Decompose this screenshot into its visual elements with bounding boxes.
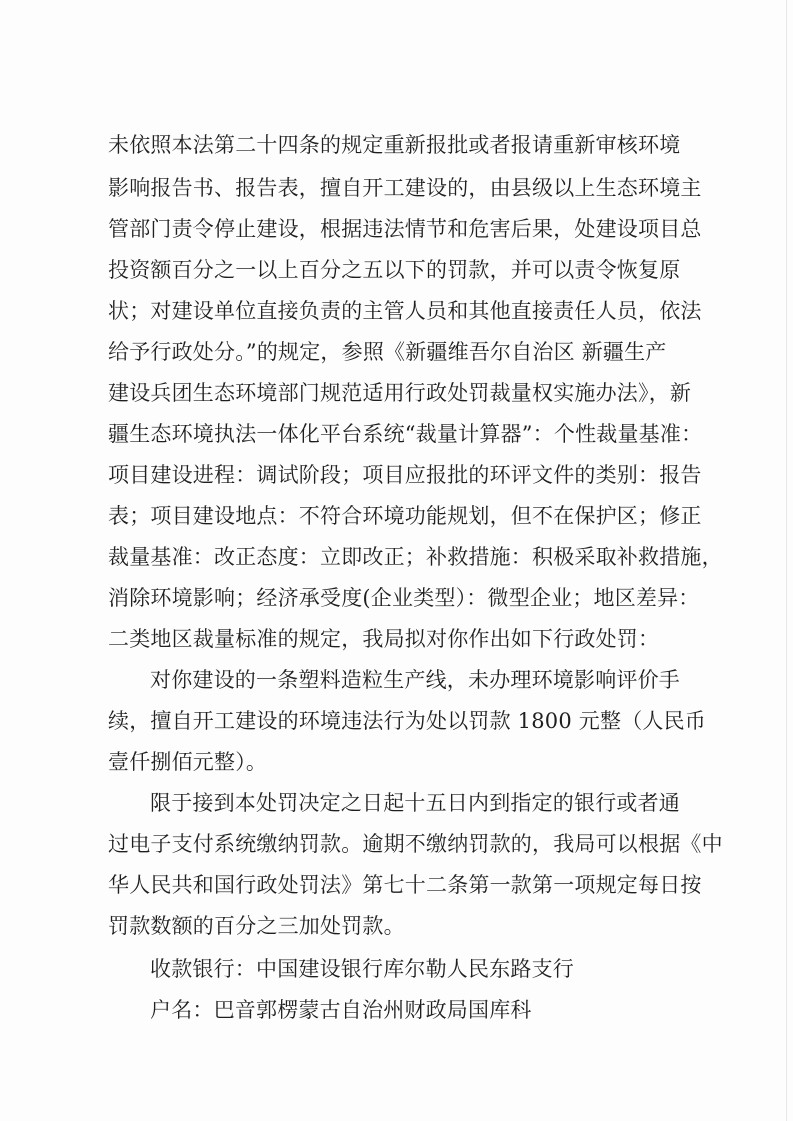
paragraph-line: 建设兵团生态环境部门规范适用行政处罚裁量权实施办法》，新 — [108, 381, 692, 405]
paragraph-line: 华人民共和国行政处罚法》第七十二条第一款第一项规定每日按 — [108, 873, 702, 897]
paragraph-line: 二类地区裁量标准的规定，我局拟对你作出如下行政处罚： — [108, 627, 660, 651]
paragraph-line: 过电子支付系统缴纳罚款。逾期不缴纳罚款的，我局可以根据《中 — [108, 832, 723, 856]
paragraph-line: 罚款数额的百分之三加处罚款。 — [108, 914, 405, 938]
paragraph-line: 限于接到本处罚决定之日起十五日内到指定的银行或者通 — [150, 791, 680, 815]
paragraph-line: 影响报告书、报告表，擅自开工建设的，由县级以上生态环境主 — [108, 176, 702, 200]
account-name-line: 户名：巴音郭楞蒙古自治州财政局国库科 — [150, 998, 532, 1022]
scan-edge-divider — [786, 0, 787, 1121]
paragraph-line: 裁量基准：改正态度：立即改正；补救措施：积极采取补救措施， — [108, 545, 723, 569]
paragraph-line: 状；对建设单位直接负责的主管人员和其他直接责任人员，依法 — [108, 299, 702, 323]
paragraph-line: 消除环境影响；经济承受度(企业类型）：微型企业；地区差异： — [108, 586, 700, 610]
paragraph-line: 未依照本法第二十四条的规定重新报批或者报请重新审核环境 — [108, 133, 681, 157]
paragraph-line: 给予行政处分。”的规定，参照《新疆维吾尔自治区 新疆生产 — [108, 340, 667, 364]
paragraph-line: 项目建设进程：调试阶段；项目应报批的环评文件的类别：报告 — [108, 463, 702, 487]
paragraph-line: 壹仟捌佰元整）。 — [108, 750, 268, 774]
paragraph-line: 对你建设的一条塑料造粒生产线，未办理环境影响评价手 — [150, 668, 680, 692]
paragraph-line: 续，擅自开工建设的环境违法行为处以罚款 1800 元整（人民币 — [108, 709, 706, 733]
paragraph-line: 表；项目建设地点：不符合环境功能规划，但不在保护区；修正 — [108, 504, 702, 528]
paragraph-line: 投资额百分之一以上百分之五以下的罚款，并可以责令恢复原 — [108, 258, 681, 282]
paragraph-line: 疆生态环境执法一体化平台系统“裁量计算器”：个性裁量基准： — [108, 422, 703, 446]
bank-name-line: 收款银行：中国建设银行库尔勒人民东路支行 — [150, 957, 574, 981]
paragraph-line: 管部门责令停止建设，根据违法情节和危害后果，处建设项目总 — [108, 217, 702, 241]
